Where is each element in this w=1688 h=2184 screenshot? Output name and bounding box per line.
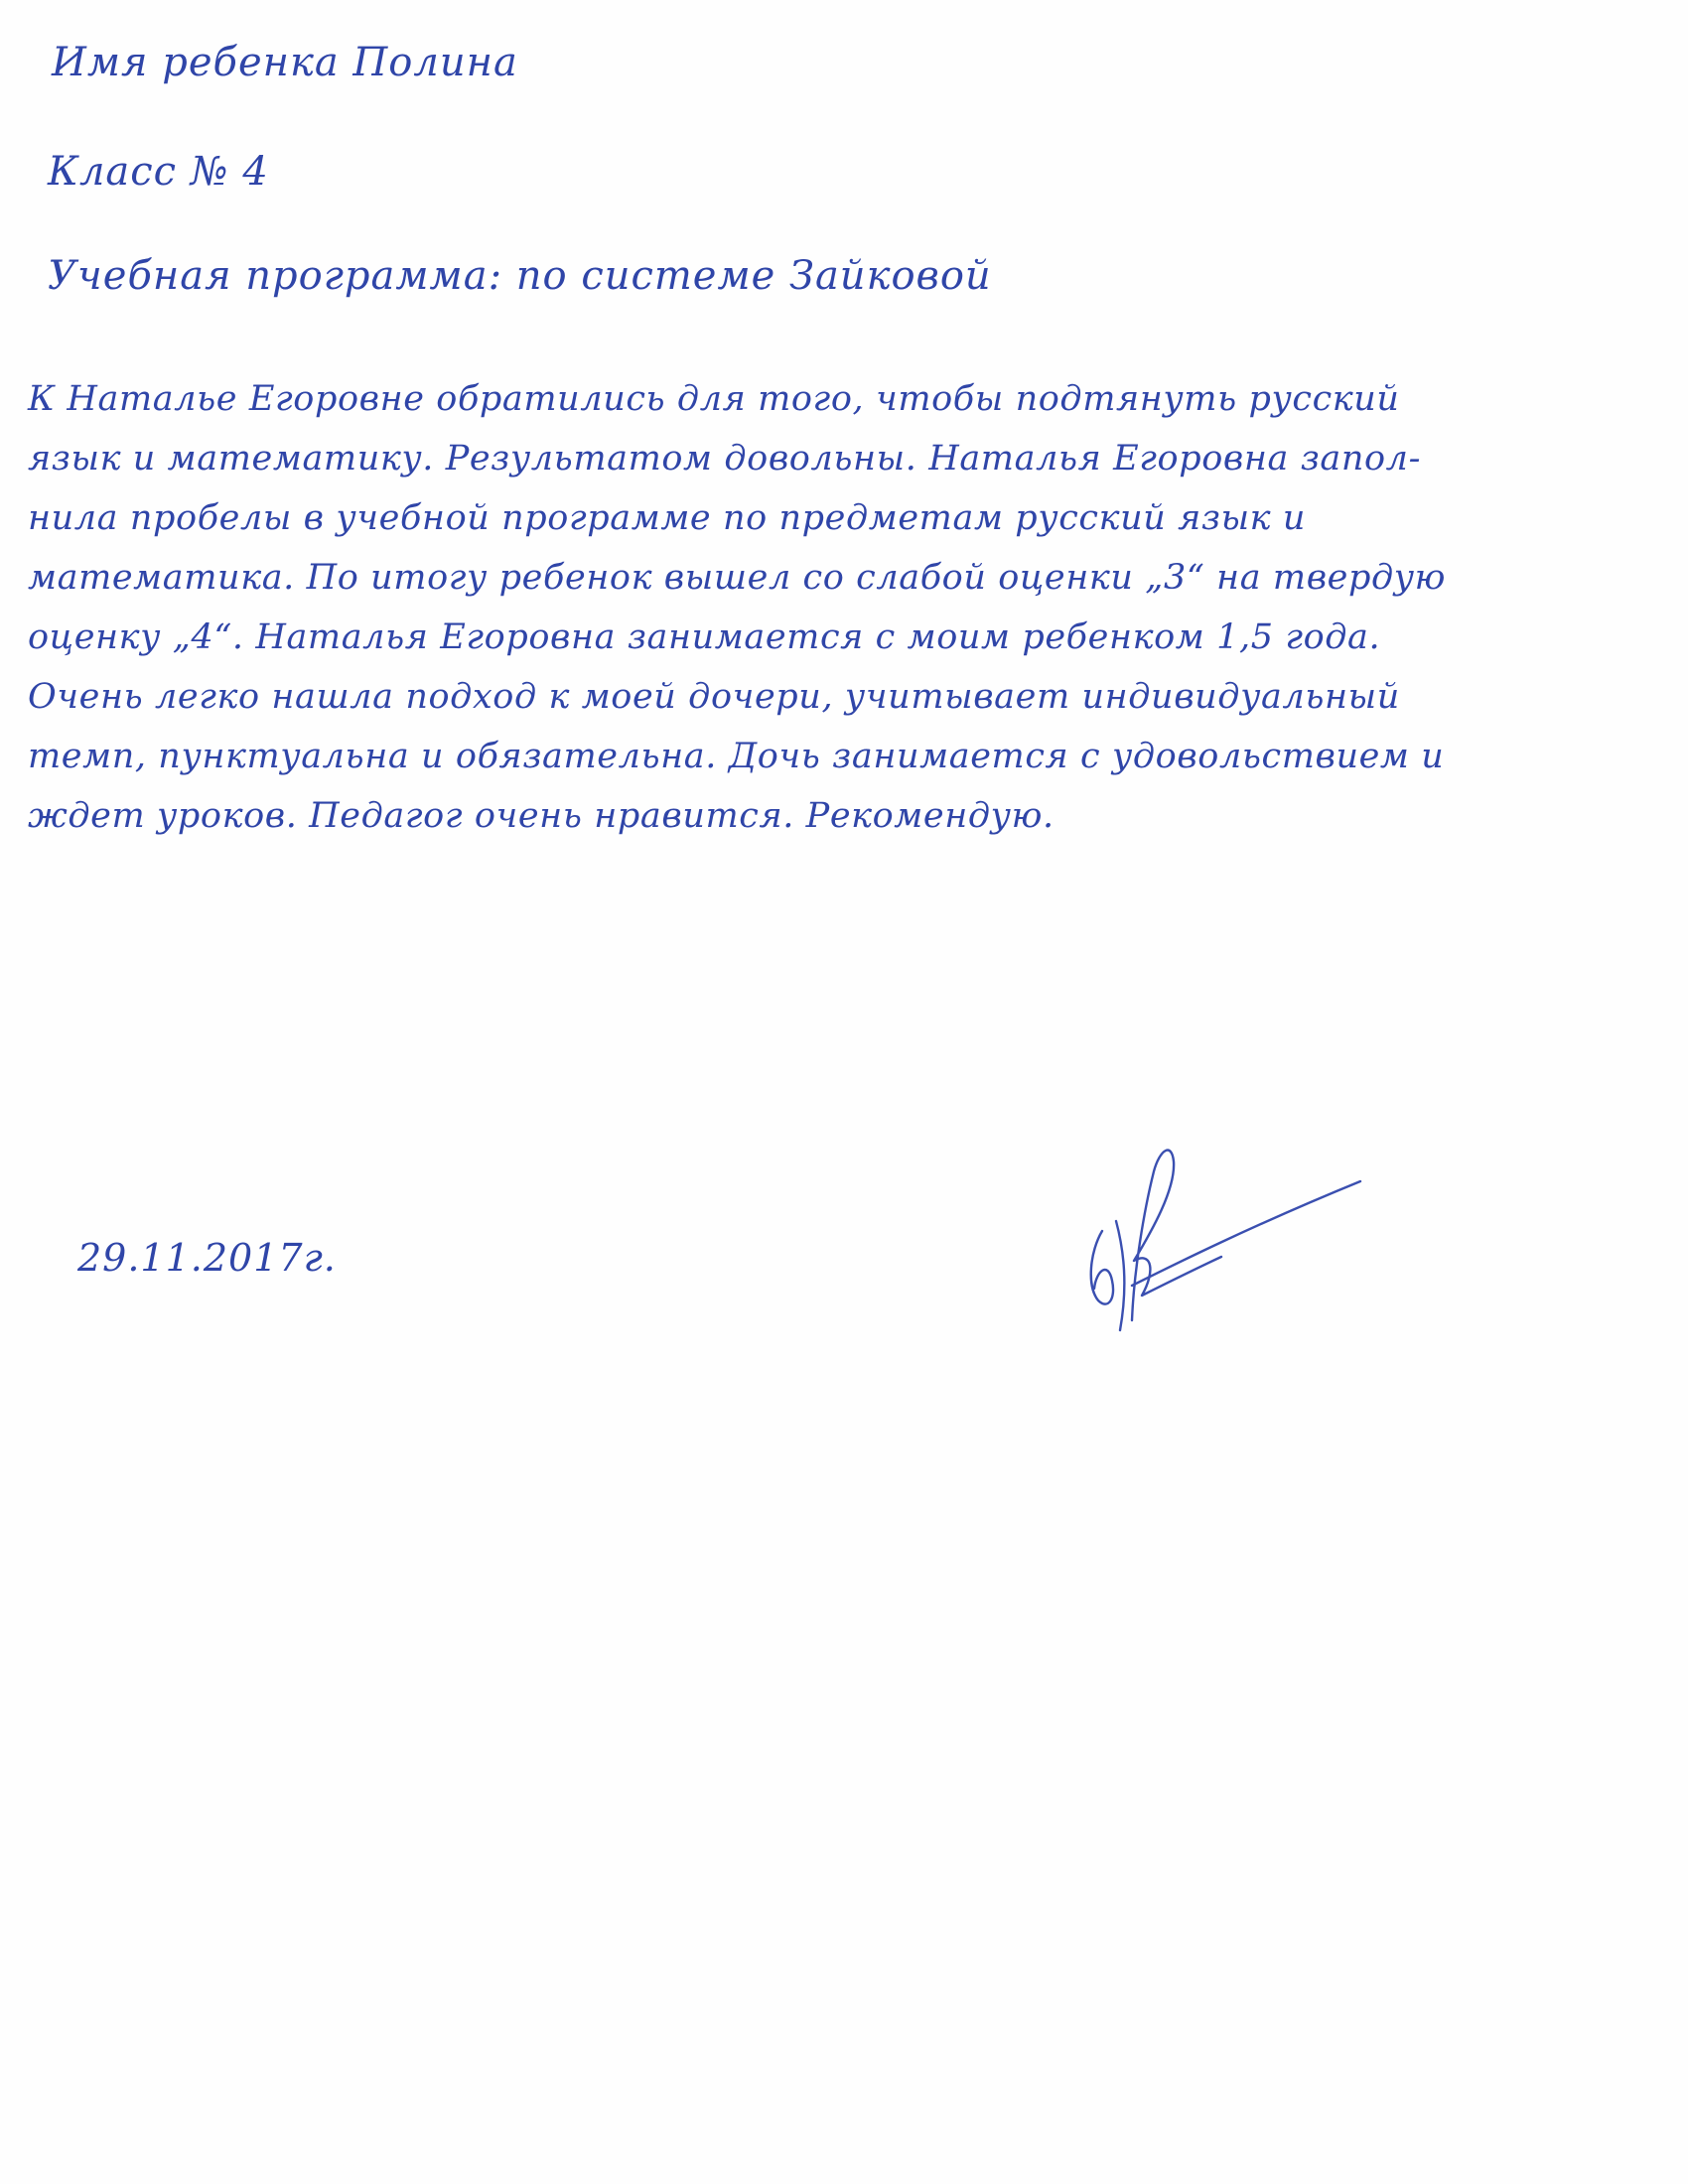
review-body — [28, 369, 1656, 846]
review-line: оценку „4“. Наталья Егоровна занимается с моим ребенком 1,5 года. — [28, 617, 1381, 657]
review-date: 29.11.2017г. — [77, 1236, 337, 1280]
review-line: язык и математику. Результатом довольны. Наталья Егоровна запол- — [28, 439, 1421, 478]
signature — [1072, 1112, 1370, 1370]
class-field: Класс № 4 — [48, 149, 269, 195]
review-line: темп, пунктуальна и обязательна. Дочь занимается с удовольствием и — [28, 737, 1445, 776]
signature-drawing — [1072, 1112, 1370, 1370]
child-name-field: Имя ребенка Полина — [52, 40, 518, 85]
review-line: нила пробелы в учебной программе по предметам русский язык и — [28, 498, 1307, 538]
review-line: Очень легко нашла подход к моей дочери, учитывает индивидуальный — [28, 677, 1400, 717]
review-line: ждет уроков. Педагог очень нравится. Рекомендую. — [28, 796, 1055, 836]
review-line: математика. По итогу ребенок вышел со слабой оценки „3“ на твердую — [28, 558, 1447, 598]
review-line: К Наталье Егоровне обратились для того, чтобы подтянуть русский — [28, 379, 1400, 419]
program-field: Учебная программа: по системе Зайковой — [48, 253, 992, 299]
